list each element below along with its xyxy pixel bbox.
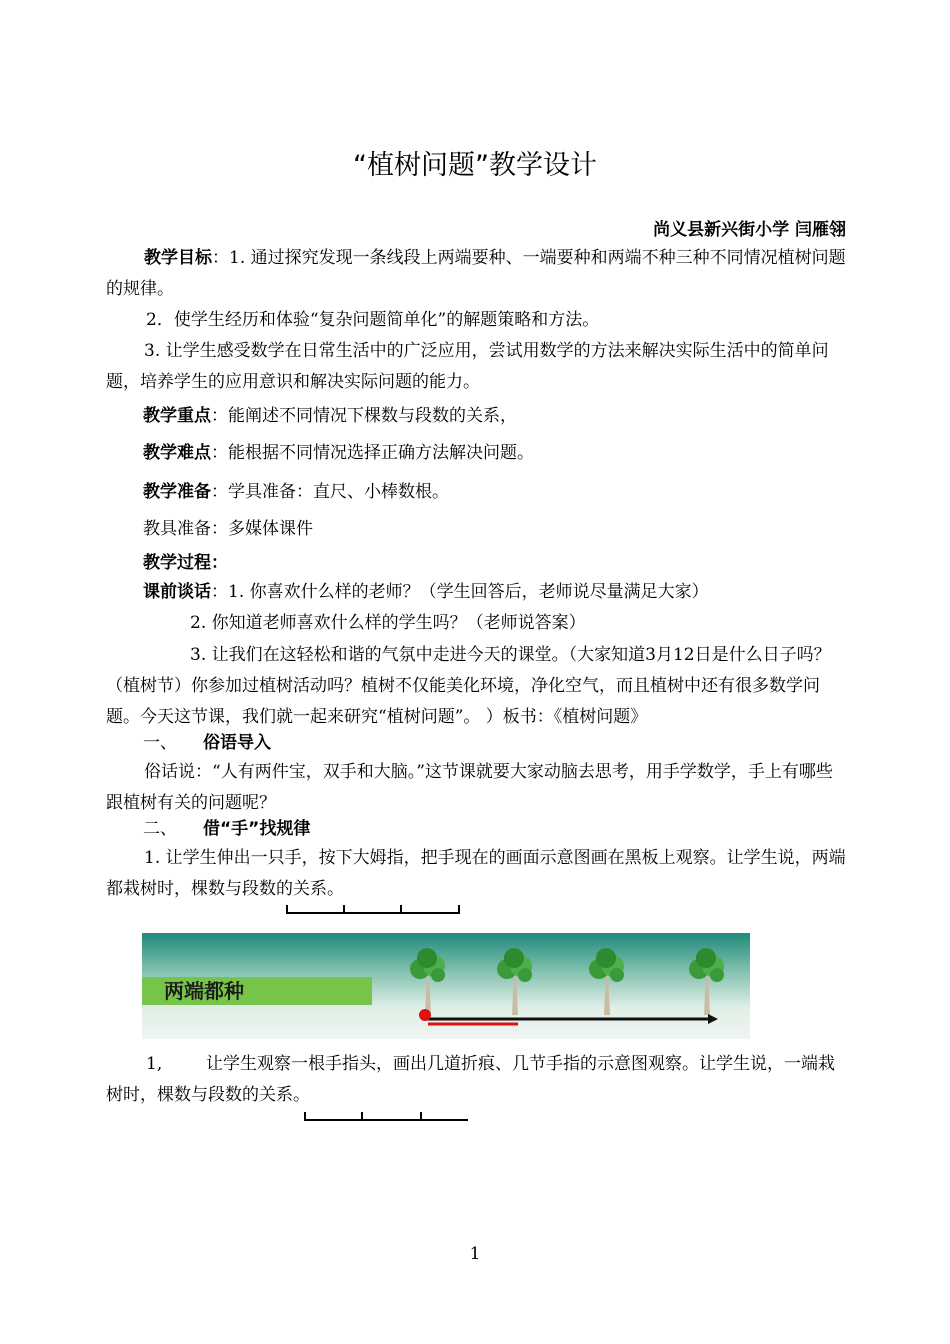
goal-paragraph-1 — [106, 243, 846, 305]
trees-both-ends-illustration — [142, 933, 750, 1039]
segment-diagram-both-ends — [286, 905, 460, 914]
talk-label: 课前谈话 — [143, 582, 211, 602]
segment-tick — [420, 1112, 422, 1121]
segment-tick — [286, 905, 288, 914]
segment-tick — [400, 905, 402, 914]
difficulty-line — [143, 438, 534, 463]
pre-talk-paragraph-3: 3. 让我们在这轻松和谐的气氛中走进今天的课堂。（大家知道3月12日是什么日子吗？（植树节）你参加过植树活动吗？植树不仅能美化环境，净化空气，而且植树中还有很多数学问题。今天这节课，我们就一起来研究“植树问题”。 ）板书：《植树问题》 — [106, 645, 831, 727]
prep-text: ：学具准备：直尺、小棒数根。 — [211, 482, 449, 502]
difficulty-text: ：能根据不同情况选择正确方法解决问题。 — [211, 443, 534, 463]
pre-talk-line-2: 2. 你知道老师喜欢什么样的学生吗？（老师说答案） — [190, 613, 586, 633]
key-label: 教学重点 — [143, 406, 211, 426]
segment-tick — [304, 1112, 306, 1121]
talk-1-text: ：1. 你喜欢什么样的老师？（学生回答后，老师说尽量满足大家） — [211, 582, 709, 602]
teacher-prep-line: 教具准备：多媒体课件 — [143, 519, 313, 539]
key-point-line — [143, 401, 517, 426]
section-1-paragraph: 俗话说：“人有两件宝，双手和大脑。”这节课就要大家动脑去思考，用手学数学，手上有哪些跟植树有关的问题呢？ — [106, 762, 833, 813]
process-heading: 教学过程： — [143, 553, 228, 573]
author-line: 尚义县新兴街小学 闫雁翎 — [653, 220, 846, 240]
difficulty-label: 教学难点 — [143, 443, 211, 463]
section-2-paragraph-1: 1. 让学生伸出一只手，按下大姆指，把手现在的画面示意图画在黑板上观察。让学生说，两端都栽树时，棵数与段数的关系。 — [106, 848, 846, 899]
document-title: “植树问题”教学设计 — [353, 150, 597, 181]
banner-label: 两端都种 — [164, 979, 244, 1003]
goal-label: 教学目标 — [144, 248, 212, 268]
segment-tick — [361, 1112, 363, 1121]
segment-tick — [458, 905, 460, 914]
prep-label: 教学准备 — [143, 482, 211, 502]
preparation-line — [143, 477, 449, 502]
key-text: ：能阐述不同情况下棵数与段数的关系， — [211, 406, 517, 426]
section-1-number: 一、 — [143, 733, 177, 753]
segment-tick — [343, 905, 345, 914]
pre-talk-line-1 — [143, 577, 709, 608]
segment-line — [304, 1119, 468, 1121]
section-1-heading — [143, 731, 271, 755]
illustration-svg — [142, 933, 750, 1039]
section-2-number: 二、 — [143, 819, 177, 839]
goal-1-text: ：1. 通过探究发现一条线段上两端要种、一端要种和两端不种三种不同情况植树问题的规律。 — [106, 248, 846, 299]
section-2-heading — [143, 817, 310, 841]
goal-paragraph-3: 3. 让学生感受数学在日常生活中的广泛应用，尝试用数学的方法来解决实际生活中的简单问题，培养学生的应用意识和解决实际问题的能力。 — [106, 341, 829, 392]
segment-diagram-one-end — [304, 1112, 468, 1121]
section-2-title: 借“手”找规律 — [203, 819, 311, 839]
section-2-p2-number: 1, — [146, 1054, 163, 1074]
goal-paragraph-2: 2．使学生经历和体验“复杂问题简单化”的解题策略和方法。 — [146, 310, 600, 330]
section-2-paragraph-2: 让学生观察一根手指头，画出几道折痕、几节手指的示意图观察。让学生说，一端栽树时，棵数与段数的关系。 — [106, 1054, 835, 1105]
section-1-title: 俗语导入 — [203, 733, 271, 753]
segment-line — [286, 912, 460, 914]
start-marker-icon — [419, 1009, 431, 1021]
page-number: 1 — [469, 1244, 481, 1264]
